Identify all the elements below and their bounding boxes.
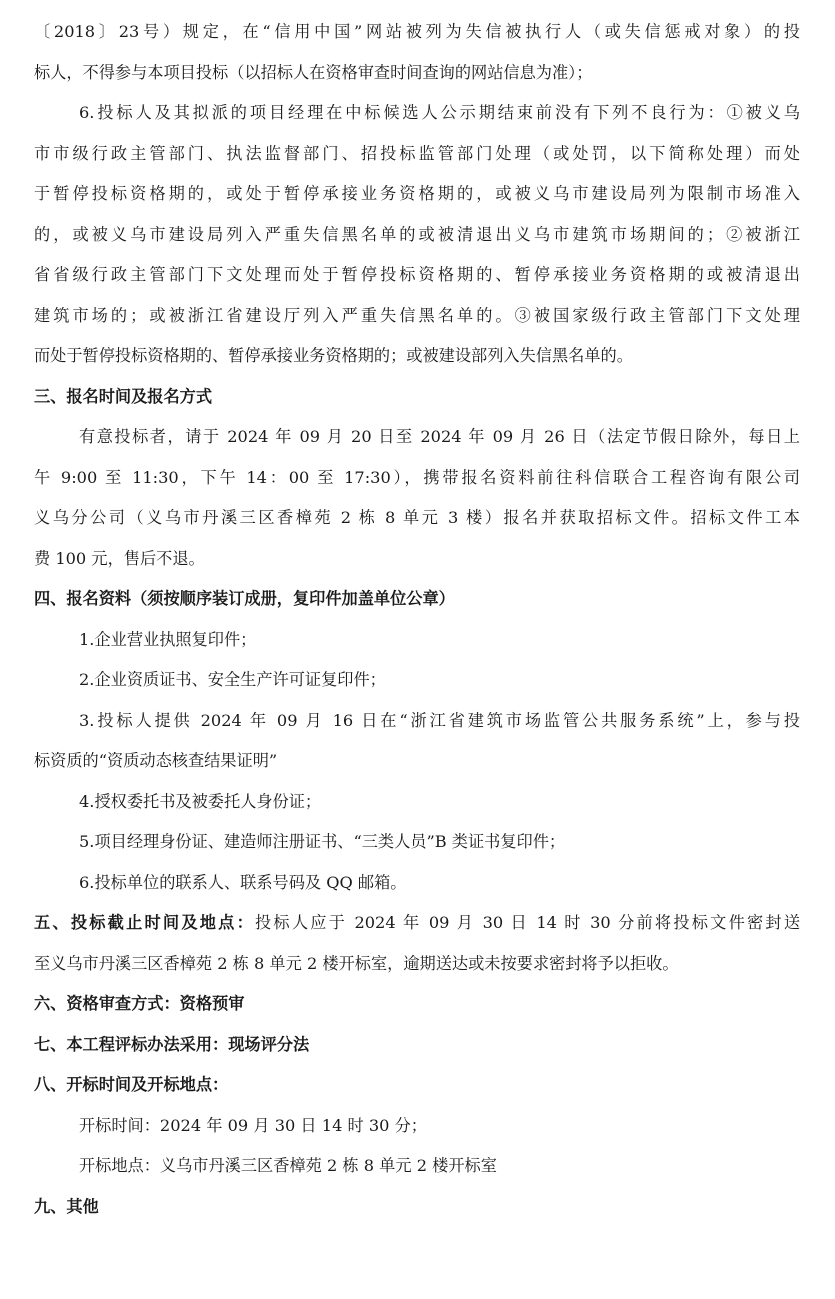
list-item: 3.投标人提供 2024 年 09 月 16 日在“浙江省建筑市场监管公共服务系统”上，参与投: [79, 710, 800, 730]
list-item: 6.投标单位的联系人、联系号码及 QQ 邮箱。: [79, 872, 407, 892]
section-registration-materials: [34, 579, 800, 903]
text-line: 市市级行政主管部门、执法监督部门、招投标监管部门处理（或处罚，以下简称处理）而处: [34, 143, 800, 163]
section-bid-deadline: [34, 903, 800, 984]
opening-time: 开标时间：2024 年 09 月 30 日 14 时 30 分；: [79, 1115, 427, 1135]
section-heading: 三、报名时间及报名方式: [34, 386, 213, 406]
text-line: 〔2018〕23号）规定，在“信用中国”网站被列为失信被执行人（或失信惩戒对象）的投: [34, 22, 800, 41]
section-registration-time: [34, 377, 800, 580]
text-line: 费 100 元，售后不退。: [34, 548, 205, 568]
text-line: [34, 903, 800, 944]
text-line: 于暂停投标资格期的，或处于暂停承接业务资格期的，或被义乌市建设局列为限制市场准入: [34, 184, 800, 203]
section-heading: 九、其他: [34, 1196, 99, 1216]
text-line: 义乌分公司（义乌市丹溪三区香樟苑 2 栋 8 单元 3 楼）报名并获取招标文件。招标文件工本: [34, 508, 800, 527]
text-line: 6.投标人及其拟派的项目经理在中标候选人公示期结束前没有下列不良行为：①被义乌: [79, 103, 800, 122]
text-line: 标人，不得参与本项目投标（以招标人在资格审查时间查询的网站信息为准）；: [34, 62, 593, 82]
text-line: 建筑市场的；或被浙江省建设厅列入严重失信黑名单的。③被国家级行政主管部门下文处理: [34, 305, 800, 325]
deadline-text: 投标人应于 2024 年 09 月 30 日 14 时 30 分前将投标文件密封送: [255, 913, 800, 932]
text-line: 的，或被义乌市建设局列入严重失信黑名单的或被清退出义乌市建筑市场期间的；②被浙江: [34, 224, 800, 244]
text-line: 有意投标者，请于 2024 年 09 月 20 日至 2024 年 09 月 26 日（法定节假日除外，每日上: [79, 427, 800, 446]
section-heading: 七、本工程评标办法采用：现场评分法: [34, 1034, 310, 1054]
document-body: [34, 12, 800, 1227]
list-item: 2.企业资质证书、安全生产许可证复印件；: [79, 670, 386, 689]
list-item: 5.项目经理身份证、建造师注册证书、“三类人员”B 类证书复印件；: [79, 832, 566, 851]
paragraph-credit-restriction: [34, 12, 800, 93]
section-bid-opening: [34, 1065, 800, 1187]
text-line: 省省级行政主管部门下文处理而处于暂停投标资格期的、暂停承接业务资格期的或被清退出: [34, 265, 800, 284]
list-item: 1.企业营业执照复印件；: [79, 629, 257, 649]
paragraph-bad-conduct: [34, 93, 800, 377]
section-heading: 五、投标截止时间及地点：: [34, 913, 255, 932]
opening-place: 开标地点：义乌市丹溪三区香樟苑 2 栋 8 单元 2 楼开标室: [79, 1156, 497, 1175]
text-line: 至义乌市丹溪三区香樟苑 2 栋 8 单元 2 楼开标室，逾期送达或未按要求密封将予以拒收。: [34, 953, 679, 973]
section-heading: 四、报名资料（须按顺序装订成册，复印件加盖单位公章）: [34, 589, 455, 608]
section-heading: 八、开标时间及开标地点：: [34, 1075, 229, 1094]
text-line: 而处于暂停投标资格期的、暂停承接业务资格期的；或被建设部列入失信黑名单的。: [34, 346, 633, 365]
text-line: 午 9:00 至 11:30，下午 14：00 至 17:30），携带报名资料前往科信联合工程咨询有限公司: [34, 467, 800, 487]
section-heading: 六、资格审查方式：资格预审: [34, 994, 245, 1013]
list-item: 4.授权委托书及被委托人身份证；: [79, 791, 322, 811]
list-item-continuation: 标资质的“资质动态核查结果证明”: [34, 751, 278, 770]
